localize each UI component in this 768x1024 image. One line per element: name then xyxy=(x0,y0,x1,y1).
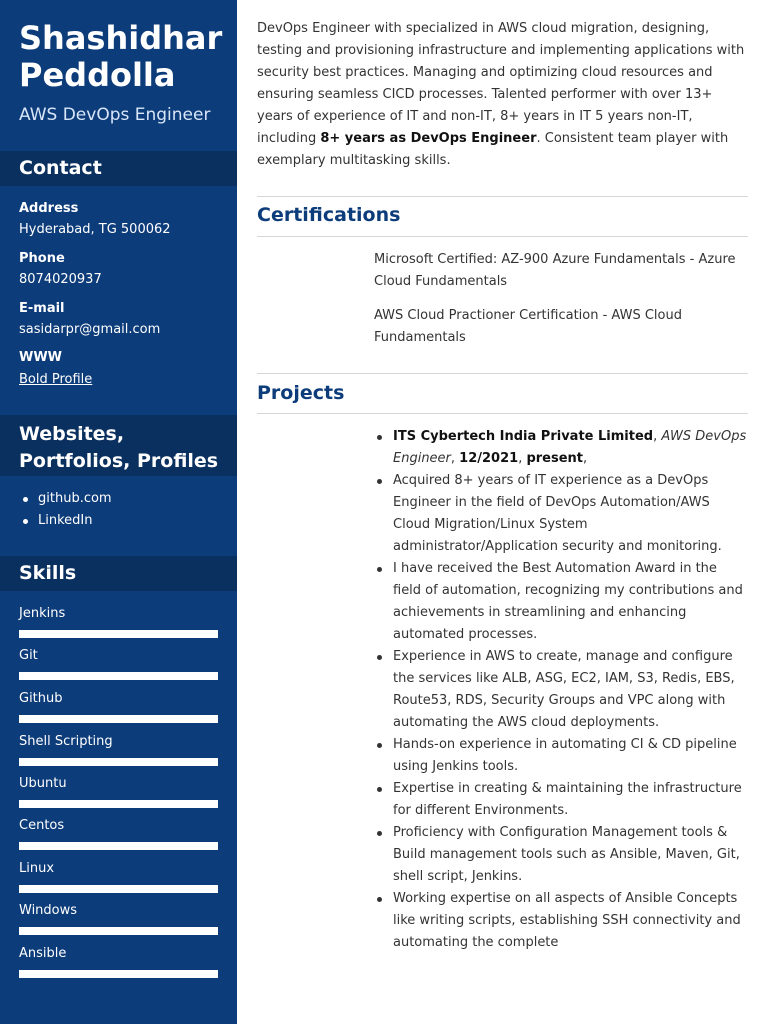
section-divider xyxy=(257,236,748,237)
list-item: Acquired 8+ years of IT experience as a DevOps Engineer in the field of DevOps Automation/AWS Cloud Migration/Linux System administrator/Application security and monitoring. xyxy=(374,470,748,558)
separator: , xyxy=(653,429,662,444)
phone-label: Phone xyxy=(19,251,65,266)
section-divider xyxy=(257,196,748,197)
summary-highlight: 8+ years as DevOps Engineer xyxy=(320,131,537,146)
skill-item xyxy=(19,691,218,723)
skill-name: Ansible xyxy=(19,946,67,961)
list-item: Hands-on experience in automating CI & CD pipeline using Jenkins tools. xyxy=(374,734,748,778)
skill-item xyxy=(19,903,218,935)
skill-item xyxy=(19,648,218,680)
skills-heading: Skills xyxy=(0,556,237,591)
skill-level-bar xyxy=(19,800,218,808)
website-item-linkedin[interactable]: LinkedIn xyxy=(19,510,112,532)
skill-name: Linux xyxy=(19,861,55,876)
email-value: sasidarpr@gmail.com xyxy=(19,322,161,337)
list-item xyxy=(374,426,748,470)
separator: , xyxy=(518,451,527,466)
address-label: Address xyxy=(19,201,79,216)
skill-name: Git xyxy=(19,648,38,663)
list-item: Working expertise on all aspects of Ansible Concepts like writing scripts, establishing SSH connectivity and automating the complete xyxy=(374,888,748,954)
www-label: WWW xyxy=(19,350,63,365)
list-item: Proficiency with Configuration Management tools & Build management tools such as Ansible, Maven, Git, shell script, Jenkins. xyxy=(374,822,748,888)
skill-level-bar xyxy=(19,758,218,766)
skill-level-bar xyxy=(19,630,218,638)
certification-item: Microsoft Certified: AZ-900 Azure Fundamentals - Azure Cloud Fundamentals xyxy=(374,252,736,289)
contact-heading: Contact xyxy=(0,151,237,186)
sidebar xyxy=(0,0,237,1024)
websites-list xyxy=(19,488,112,532)
candidate-name: Shashidhar Peddolla xyxy=(19,19,223,94)
skill-level-bar xyxy=(19,885,218,893)
skill-level-bar xyxy=(19,672,218,680)
summary-text: DevOps Engineer with specialized in AWS cloud migration, designing, testing and provisioning infrastructure and implementing applications with security best practices. Managing and optimizing cloud resources and ensuring seamless CICD processes. Talented performer with over 13+ years of experience of IT and non-IT, 8+ years in IT 5 years non-IT, including xyxy=(257,21,745,146)
section-divider xyxy=(257,373,748,374)
summary-text-end: . Consistent team player with exemplary multitasking skills. xyxy=(257,131,729,168)
list-item: Expertise in creating & maintaining the infrastructure for different Environments. xyxy=(374,778,748,822)
employer-role: AWS DevOps Engineer xyxy=(393,429,747,466)
skill-name: Jenkins xyxy=(19,606,66,621)
skill-name: Centos xyxy=(19,818,65,833)
email-label: E-mail xyxy=(19,301,65,316)
skill-name: Github xyxy=(19,691,63,706)
employment-start: 12/2021 xyxy=(459,451,519,466)
list-item: Experience in AWS to create, manage and configure the services like ALB, ASG, EC2, IAM, S3, Redis, EBS, Route53, RDS, Security Groups and VPC along with automating the AWS cloud deployments. xyxy=(374,646,748,734)
certifications-heading: Certifications xyxy=(257,204,401,226)
skill-item xyxy=(19,776,218,808)
phone-value: 8074020937 xyxy=(19,272,102,287)
employment-end: present xyxy=(526,451,584,466)
skill-level-bar xyxy=(19,927,218,935)
employer-name: ITS Cybertech India Private Limited xyxy=(393,429,654,444)
section-divider xyxy=(257,413,748,414)
skill-name: Shell Scripting xyxy=(19,734,113,749)
skill-level-bar xyxy=(19,715,218,723)
skill-level-bar xyxy=(19,970,218,978)
www-link[interactable]: Bold Profile xyxy=(19,372,93,387)
skill-name: Ubuntu xyxy=(19,776,67,791)
list-item: I have received the Best Automation Award in the field of automation, recognizing my contributions and achievements in streamlining and enhancing automated processes. xyxy=(374,558,748,646)
projects-list xyxy=(374,426,748,954)
separator: , xyxy=(450,451,460,466)
separator: , xyxy=(583,451,588,466)
skill-name: Windows xyxy=(19,903,78,918)
skill-item xyxy=(19,606,218,638)
skill-item xyxy=(19,734,218,766)
skill-item xyxy=(19,818,218,850)
skill-item xyxy=(19,861,218,893)
skill-level-bar xyxy=(19,842,218,850)
certification-item: AWS Cloud Practioner Certification - AWS Cloud Fundamentals xyxy=(374,308,682,345)
projects-heading: Projects xyxy=(257,382,345,404)
skill-item xyxy=(19,946,218,978)
professional-summary xyxy=(257,18,748,172)
job-title: AWS DevOps Engineer xyxy=(19,105,211,125)
address-value: Hyderabad, TG 500062 xyxy=(19,222,171,237)
website-item-github[interactable]: github.com xyxy=(19,488,112,510)
websites-heading: Websites, Portfolios, Profiles xyxy=(0,415,237,476)
